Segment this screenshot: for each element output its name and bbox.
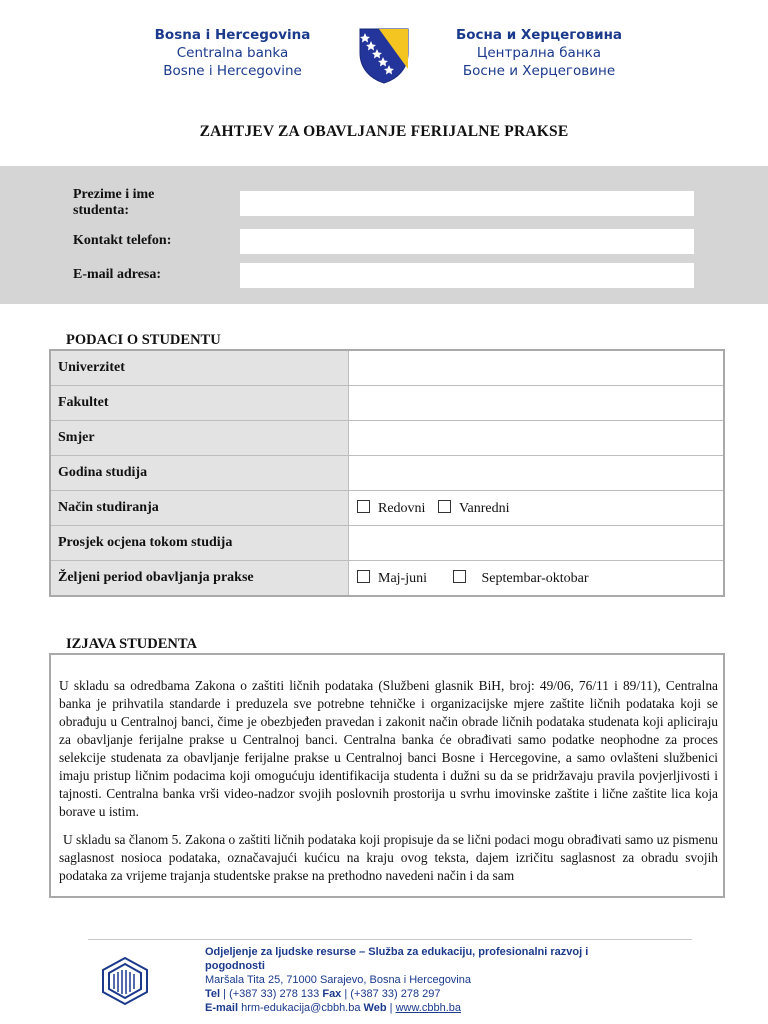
footer-department: Odjeljenje za ljudske resurse – Služba za edukaciju, profesionalni razvoj i pogodnosti bbox=[205, 946, 589, 972]
university-label: Univerzitet bbox=[50, 350, 349, 386]
study-year-label: Godina studija bbox=[50, 456, 349, 491]
regular-checkbox[interactable] bbox=[357, 500, 370, 513]
footer-divider bbox=[88, 939, 692, 940]
footer-web-link[interactable]: www.cbbh.ba bbox=[395, 1002, 461, 1014]
name-field[interactable] bbox=[240, 191, 694, 216]
study-mode-label: Način studiranja bbox=[50, 491, 349, 526]
part-time-option-label: Vanredni bbox=[458, 500, 510, 516]
grade-average-label: Prosjek ocjena tokom studija bbox=[50, 526, 349, 561]
country-name-latin: Bosna i Hercegovina bbox=[154, 27, 311, 43]
statement-paragraph-2: U skladu sa članom 5. Zakona o zaštiti ličnih podataka koji propisuje da se lični podaci mogu obrađivati samo uz pismenu saglasnost nosioca podataka, označavajući kućicu na kraju ovog teksta, dajem izričitu saglasnost za obradu svojih podataka za vrijeme trajanja studentske prakse na prethodno navedeni način i da sam bbox=[59, 832, 718, 883]
fax-label: Fax bbox=[322, 988, 342, 1000]
fax-value: (+387 33) 278 297 bbox=[350, 988, 441, 1000]
cbbh-logo-icon bbox=[100, 956, 150, 1006]
web-label: Web bbox=[363, 1002, 387, 1014]
preferred-period-label: Željeni period obavljanja prakse bbox=[50, 561, 349, 597]
footer-address: Maršala Tita 25, 71000 Sarajevo, Bosna i Hercegovina bbox=[205, 974, 471, 986]
may-june-option-label: Maj-juni bbox=[378, 570, 427, 586]
statement-heading: IZJAVA STUDENTA bbox=[66, 636, 197, 652]
part-time-checkbox[interactable] bbox=[438, 500, 451, 513]
header-cyrillic bbox=[454, 26, 624, 80]
email-label: E-mail adresa: bbox=[73, 267, 162, 282]
table-row bbox=[50, 350, 724, 386]
major-field[interactable] bbox=[349, 421, 725, 456]
table-row bbox=[50, 386, 724, 421]
university-field[interactable] bbox=[349, 350, 725, 386]
footer-phones: Tel | (+387 33) 278 133 Fax | (+387 33) 278 297 bbox=[205, 988, 441, 1000]
bank-country-latin: Bosne i Hercegovine bbox=[163, 63, 302, 79]
regular-option-label: Redovni bbox=[378, 500, 426, 516]
study-year-field[interactable] bbox=[349, 456, 725, 491]
footer-email[interactable]: hrm-edukacija@cbbh.ba bbox=[241, 1002, 361, 1014]
phone-field[interactable] bbox=[240, 229, 694, 254]
bank-country-cyrillic: Босне и Херцеговине bbox=[462, 63, 616, 79]
table-row bbox=[50, 561, 724, 597]
bank-name-cyrillic: Централна банка bbox=[476, 45, 602, 61]
tel-value: (+387 33) 278 133 bbox=[229, 988, 320, 1000]
name-label-line-2: studenta: bbox=[73, 203, 130, 218]
table-row bbox=[50, 526, 724, 561]
student-data-table bbox=[49, 349, 725, 597]
faculty-label: Fakultet bbox=[50, 386, 349, 421]
tel-label: Tel bbox=[205, 988, 221, 1000]
study-mode-options bbox=[349, 491, 725, 526]
email-label-footer: E-mail bbox=[205, 1002, 239, 1014]
country-name-cyrillic: Босна и Херцеговина bbox=[455, 27, 623, 43]
student-section-heading: PODACI O STUDENTU bbox=[66, 332, 221, 348]
footer-online: E-mail hrm-edukacija@cbbh.ba Web | www.cbbh.ba bbox=[205, 1002, 461, 1014]
major-label: Smjer bbox=[50, 421, 349, 456]
header-latin bbox=[150, 26, 315, 80]
faculty-field[interactable] bbox=[349, 386, 725, 421]
name-label bbox=[73, 187, 154, 219]
table-row bbox=[50, 421, 724, 456]
preferred-period-options bbox=[349, 561, 725, 597]
statement-paragraph-1: U skladu sa odredbama Zakona o zaštiti ličnih podataka (Službeni glasnik BiH, broj: 49/06, 76/11 i 89/11), Centralna banka je prihvatila standarde i preduzela sve potrebne tehničke i organizacijske mjere zaštite ličnih podataka koji se obrađuju u Centralnoj banci, čime je obezbjeđen pravedan i zakonit način obrade ličnih podataka studenata koji apliciraju za obavljanje ferijalne prakse u Centralnoj banci. Centralna banka će obrađivati samo podatke neophodne za proces selekcije studenata za obavljanje ferijalne prakse u Centralnoj banci Bosne i Hercegovine, a samo ovlašteni službenici imaju pristup ličnim podacima koji omogućuju identifikacija studenta i dužni su da se pridržavaju pravila povjerljivosti i tajnosti. Centralna banka vrši video-nadzor svojih poslovnih prostorija u svrhu imovinske zaštite i lične zaštite lica koja borave u istim. bbox=[59, 678, 718, 819]
table-row bbox=[50, 491, 724, 526]
may-june-checkbox[interactable] bbox=[357, 570, 370, 583]
grade-average-field[interactable] bbox=[349, 526, 725, 561]
table-row bbox=[50, 456, 724, 491]
page-title: ZAHTJEV ZA OBAVLJANJE FERIJALNE PRAKSE bbox=[199, 123, 569, 140]
statement-box bbox=[49, 653, 725, 898]
bih-coat-of-arms-icon bbox=[357, 27, 411, 85]
sept-oct-checkbox[interactable] bbox=[453, 570, 466, 583]
email-field[interactable] bbox=[240, 263, 694, 288]
bank-name-latin: Centralna banka bbox=[176, 45, 289, 61]
sept-oct-option-label: Septembar-oktobar bbox=[481, 570, 589, 586]
footer-contact bbox=[205, 945, 625, 1015]
name-label-line-1: Prezime i ime bbox=[73, 187, 155, 202]
phone-label: Kontakt telefon: bbox=[73, 233, 172, 248]
